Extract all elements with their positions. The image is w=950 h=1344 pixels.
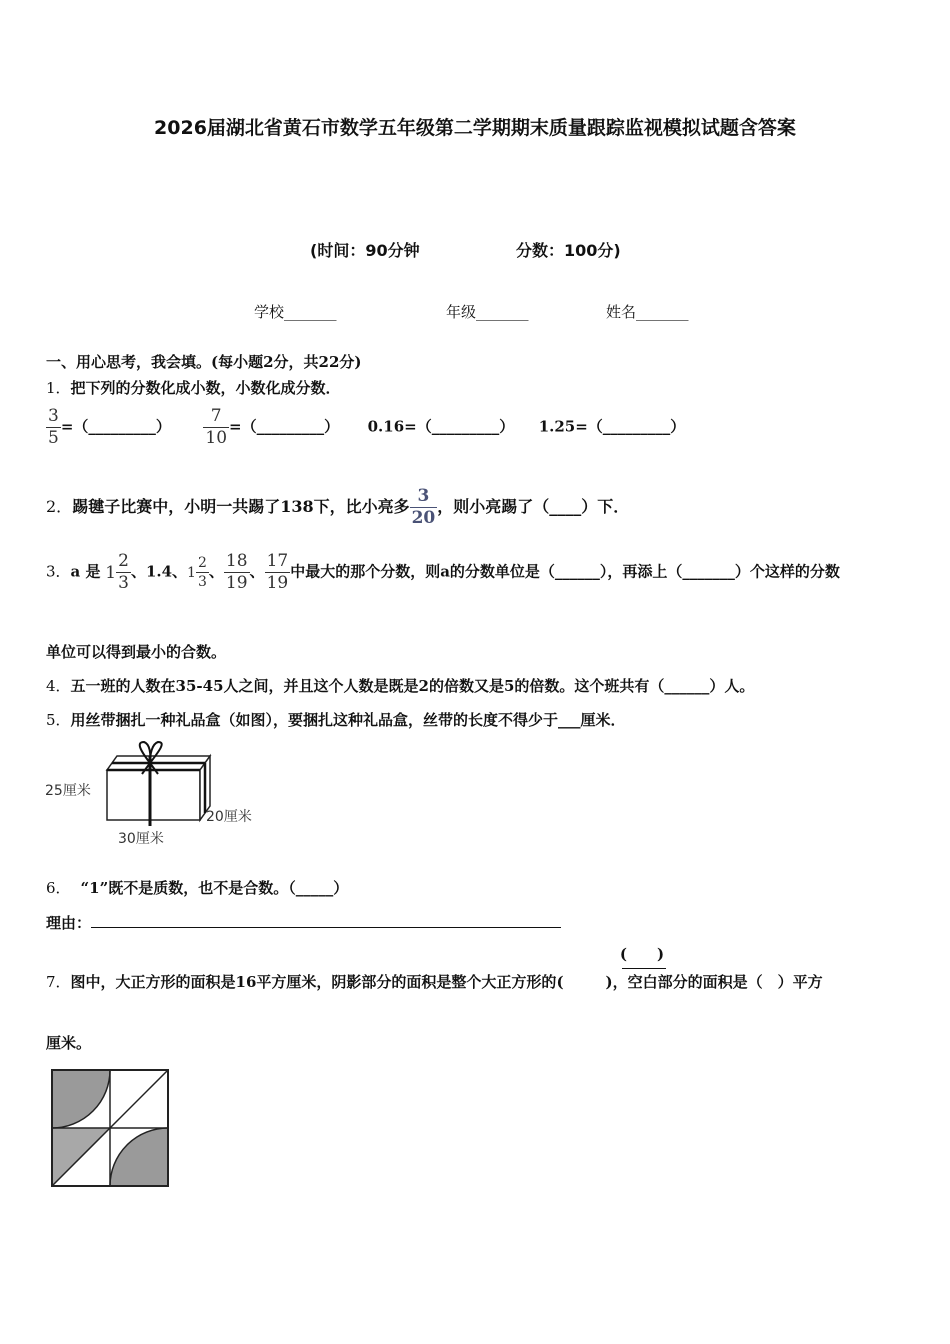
q3-fraction-4: $\frac{17}{19}$ (266, 551, 289, 593)
q1-number: 1． (46, 379, 71, 397)
q6-number: 6． (46, 879, 71, 897)
q1-close-4: ） (670, 417, 686, 436)
grade-blank: _______ (476, 303, 529, 321)
name-blank: _______ (636, 303, 689, 321)
q6-reason-line (91, 913, 561, 928)
q1-blank-3: _________ (431, 417, 500, 436)
q2-fraction: $\frac{3}{20}$ (411, 486, 436, 528)
page-title: 2026届湖北省黄石市数学五年级第二学期期末质量跟踪监视模拟试题含答案 (154, 117, 796, 139)
q7-line: 7．图中，大正方形的面积是16平方厘米，阴影部分的面积是整个大正方形的( )，空白部分的面积是（ ）平方 (46, 973, 823, 991)
section1-heading: 一、用心思考，我会填。(每小题2分，共22分) (46, 353, 362, 371)
square-figure (48, 1066, 174, 1192)
q5-line (46, 709, 626, 730)
q6-line (46, 877, 348, 898)
q3-text-a: 中最大的那个分数，则a的分数单位是（______），再添上（_______）个这样的分数 (290, 562, 840, 581)
shade-top-left (52, 1070, 110, 1128)
q7-fraction-top: ( ) (619, 945, 665, 963)
q1-blank-2: _________ (256, 417, 325, 436)
gift-box-figure (40, 738, 280, 850)
q1-fraction-1: $\frac{3}{5}$ (48, 406, 59, 448)
q6-reason (46, 912, 561, 933)
q3-sep-2: 、 (208, 562, 224, 581)
q1-item-3: 0.16=（ (367, 417, 432, 436)
q6-text: “1”既不是质数，也不是合数。（_____） (80, 879, 349, 897)
q2-number: 2． (46, 497, 73, 516)
grade-field (446, 301, 529, 322)
q1-text: 把下列的分数化成小数，小数化成分数． (70, 379, 341, 397)
q3-line (46, 553, 840, 592)
q5-text: 用丝带捆扎一种礼品盒（如图），要捆扎这种礼品盒，丝带的长度不得少于___厘米． (70, 711, 626, 729)
q1-blank-4: _________ (602, 417, 671, 436)
q1-items (46, 408, 685, 447)
q7-text-b: ，空白部分的面积是（ ）平方 (612, 973, 823, 991)
q4-line (46, 675, 754, 696)
q5-number: 5． (46, 711, 71, 729)
box-label-height: 20厘米 (206, 809, 252, 825)
q1-eq-1: =（ (60, 417, 89, 436)
q1-close-1: ） (155, 417, 171, 436)
shade-bottom-right (110, 1128, 168, 1186)
q7-frac-left-paren: ( (556, 973, 564, 991)
q7-number: 7． (46, 973, 71, 991)
q1-item-4: 1.25=（ (538, 417, 603, 436)
school-field (254, 301, 337, 322)
q6-reason-label: 理由： (46, 914, 92, 932)
q4-text: 五一班的人数在35-45人之间，并且这个人数是既是2的倍数又是5的倍数。这个班共有（______）人。 (70, 677, 755, 695)
name-label: 姓名 (606, 303, 637, 321)
box-front-face (107, 770, 200, 820)
q1-close-2: ） (324, 417, 340, 436)
q7-fraction-bar (622, 968, 666, 969)
school-blank: _______ (284, 303, 337, 321)
q2-text-b: ，则小亮踢了（____）下． (437, 497, 630, 516)
q3-sep-1: 、1.4、 (130, 562, 188, 581)
q1-line (46, 377, 341, 398)
q1-blank-1: _________ (88, 417, 156, 436)
q3-mixed-1: 1 $\frac{2}{3}$ (105, 551, 129, 593)
q1-eq-2: =（ (229, 417, 257, 436)
q1-fraction-2: $\frac{7}{10}$ (205, 406, 228, 448)
name-field (606, 301, 689, 322)
q3-a-is: a 是 (70, 562, 101, 581)
q3-sep-3: 、 (249, 562, 265, 581)
q2-line (46, 488, 629, 527)
exam-score: 分数：100分) (516, 241, 621, 260)
q3-number: 3． (46, 562, 71, 581)
school-label: 学校 (254, 303, 285, 321)
q3-fraction-3: $\frac{18}{19}$ (225, 551, 248, 593)
grade-label: 年级 (446, 303, 477, 321)
q3-mixed-2: 1 $\frac{2}{3}$ (187, 555, 207, 590)
exam-time: (时间：90分钟 (310, 241, 420, 260)
q3-text-b: 单位可以得到最小的合数。 (46, 643, 227, 661)
q2-text-a: 踢毽子比赛中，小明一共踢了138下，比小亮多 (72, 497, 410, 516)
q1-close-3: ） (499, 417, 515, 436)
q7-text-a: 图中，大正方形的面积是16平方厘米，阴影部分的面积是整个大正方形的 (70, 973, 557, 991)
box-label-width: 30厘米 (118, 831, 164, 847)
q7-text-c: 厘米。 (46, 1034, 92, 1052)
box-label-length: 25厘米 (45, 783, 91, 799)
q4-number: 4． (46, 677, 71, 695)
